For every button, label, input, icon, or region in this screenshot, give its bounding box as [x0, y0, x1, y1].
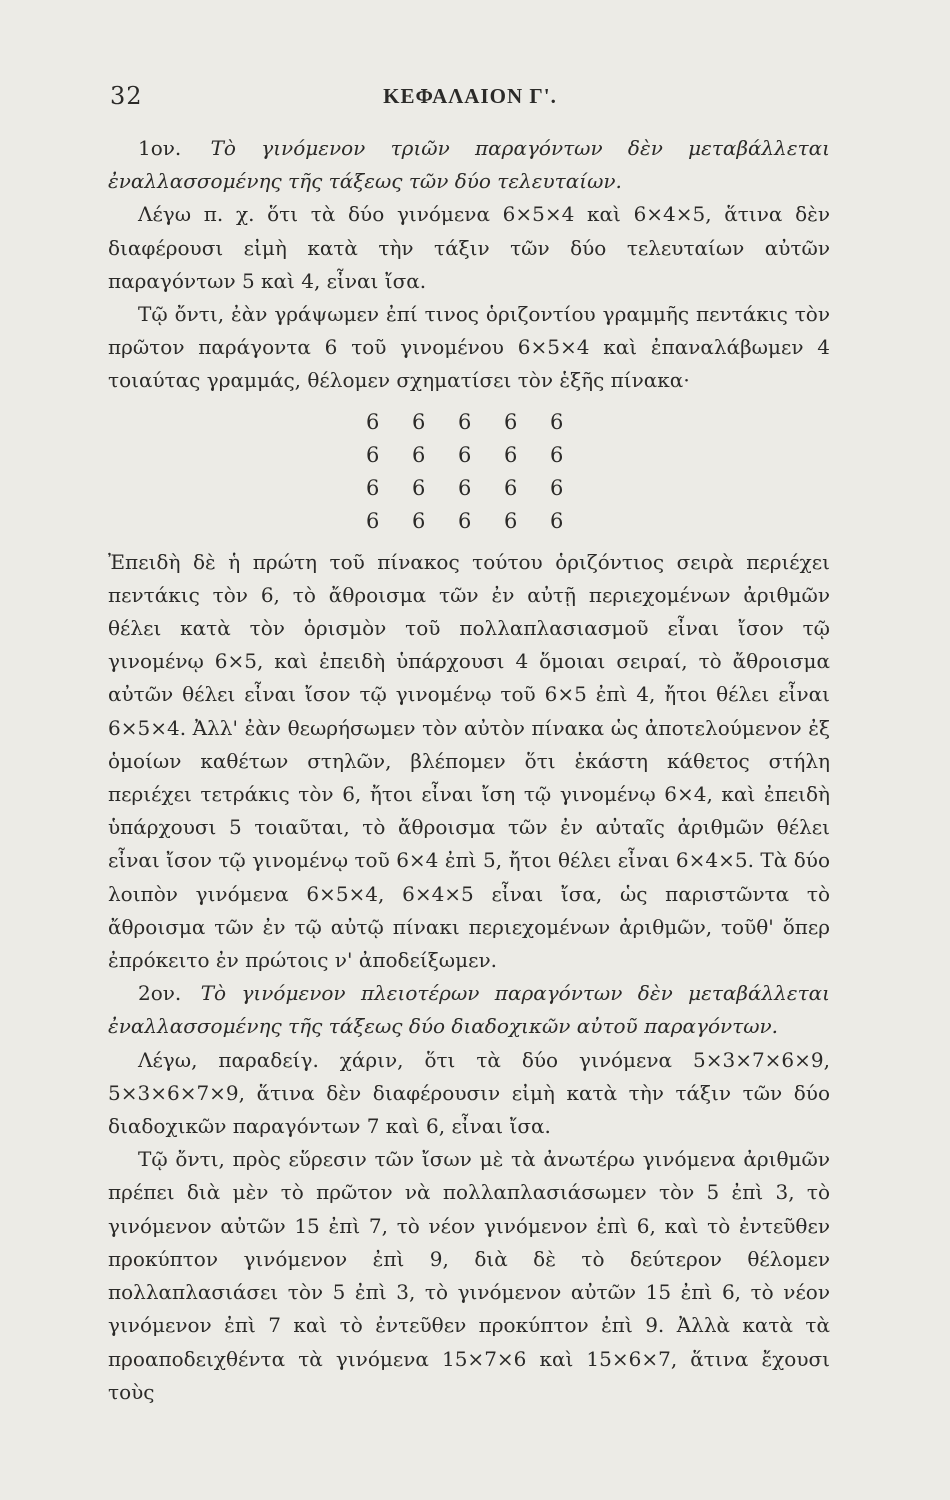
table-cell: 6: [366, 409, 380, 434]
running-head: ΚΕΦΑΛΑΙΟΝ Γ'.: [383, 84, 557, 108]
paragraph-proof-2: Τῷ ὄντι, πρὸς εὕρεσιν τῶν ἴσων μὲ τὰ ἀνωτέρω γινόμενα ἀριθμῶν πρέπει διὰ μὲν τὸ πρῶτον νὰ πολλαπλασιάσωμεν τὸν 5 ἐπὶ 3, τὸ γινόμενον αὐτῶν 15 ἐπὶ 7, τὸ νέον γινόμενον ἐπὶ 6, καὶ τὸ ἐντεῦθεν προκύπτον γινόμενον ἐπὶ 9, διὰ δὲ τὸ δεύτερον θέλομεν πολλαπλασιάσει τὸν 5 ἐπὶ 3, τὸ γινόμενον αὐτῶν 15 ἐπὶ 6, τὸ νέον γινόμενον ἐπὶ 7 καὶ τὸ ἐντεῦθεν προκύπτον ἐπὶ 9. Ἀλλὰ κατὰ τὰ προαποδειχθέντα τὰ γινόμενα 15×7×6 καὶ 15×6×7, ἅτινα ἔχουσι τοὺς: [108, 1147, 830, 1404]
theorem-1-marker: 1ον.: [138, 136, 182, 160]
table-cell: 6: [412, 442, 426, 467]
table-row: [366, 472, 596, 505]
paragraph-theorem-2: [108, 977, 830, 1043]
theorem-2-statement: Τὸ γινόμενον πλειοτέρων παραγόντων δὲν μεταβάλλεται ἐναλλασσομένης τῆς τάξεως δύο διαδοχικῶν αὐτοῦ παραγόντων.: [108, 981, 830, 1039]
theorem-1-statement: Τὸ γινόμενον τριῶν παραγόντων δὲν μεταβάλλεται ἐναλλασσομένης τῆς τάξεως τῶν δύο τελευταίων.: [108, 136, 831, 194]
paragraph-theorem-1: [108, 132, 830, 198]
table-cell: 6: [550, 475, 564, 500]
table-cell: 6: [412, 508, 426, 533]
paragraph-proof: Ἐπειδὴ δὲ ἡ πρώτη τοῦ πίνακος τούτου ὁριζόντιος σειρὰ περιέχει πεντάκις τὸν 6, τὸ ἄθροισμα τῶν ἐν αὐτῇ περιεχομένων ἀριθμῶν θέλει κατὰ τὸν ὁρισμὸν τοῦ πολλαπλασιασμοῦ εἶναι ἴσον τῷ γινομένῳ 6×5, καὶ ἐπειδὴ ὑπάρχουσι 4 ὅμοιαι σειραί, τὸ ἄθροισμα αὐτῶν θέλει εἶναι ἴσον τῷ γινομένῳ τοῦ 6×5 ἐπὶ 4, ἤτοι θέλει εἶναι 6×5×4. Ἀλλ' ἐὰν θεωρήσωμεν τὸν αὐτὸν πίνακα ὡς ἀποτελούμενον ἐξ ὁμοίων καθέτων στηλῶν, βλέπομεν ὅτι ἑκάστη κάθετος στήλη περιέχει τετράκις τὸν 6, ἤτοι εἶναι ἴση τῷ γινομένῳ 6×4, καὶ ἐπειδὴ ὑπάρχουσι 5 τοιαῦται, τὸ ἄθροισμα τῶν ἐν αὐταῖς ἀριθμῶν θέλει εἶναι ἴσον τῷ γινομένῳ τοῦ 6×4 ἐπὶ 5, ἤτοι θέλει εἶναι 6×4×5. Τὰ δύο λοιπὸν γινόμενα 6×5×4, 6×4×5 εἶναι ἴσα, ὡς παριστῶντα τὸ ἄθροισμα τῶν ἐν τῷ αὐτῷ πίνακι περιεχομένων ἀριθμῶν, τοῦθ' ὅπερ ἐπρόκειτο ἐν πρώτοις ν' ἀποδείξωμεν.: [108, 549, 830, 973]
table-cell: 6: [458, 475, 472, 500]
table-cell: 6: [366, 508, 380, 533]
paragraph-example-1: Λέγω π. χ. ὅτι τὰ δύο γινόμενα 6×5×4 καὶ 6×4×5, ἅτινα δὲν διαφέρουσι εἰμὴ κατὰ τὴν τάξιν τῶν δύο τελευταίων αὐτῶν παραγόντων 5 καὶ 4, εἶναι ἴσα.: [108, 202, 830, 293]
table-cell: 6: [504, 508, 518, 533]
theorem-2-marker: 2ον.: [138, 981, 182, 1006]
table-cell: 6: [504, 409, 518, 434]
page-header: [110, 82, 830, 118]
body-text: [108, 132, 830, 1409]
table-cell: 6: [550, 508, 564, 533]
table-cell: 6: [550, 442, 564, 467]
page-number: 32: [110, 82, 143, 110]
table-cell: 6: [550, 409, 564, 434]
number-table: [366, 406, 596, 538]
table-cell: 6: [412, 475, 426, 500]
table-row: [366, 439, 596, 472]
paragraph-proof-setup: Τῷ ὄντι, ἐὰν γράψωμεν ἐπί τινος ὁριζοντίου γραμμῆς πεντάκις τὸν πρῶτον παράγοντα 6 τοῦ γινομένου 6×5×4 καὶ ἐπαναλάβωμεν 4 τοιαύτας γραμμάς, θέλομεν σχηματίσει τὸν ἑξῆς πίνακα·: [108, 302, 830, 393]
table-cell: 6: [504, 442, 518, 467]
table-row: [366, 406, 596, 439]
table-cell: 6: [458, 508, 472, 533]
table-cell: 6: [412, 409, 426, 434]
paragraph-example-2: Λέγω, παραδείγ. χάριν, ὅτι τὰ δύο γινόμενα 5×3×7×6×9, 5×3×6×7×9, ἅτινα δὲν διαφέρουσιν εἰμὴ κατὰ τὴν τάξιν τῶν δύο διαδοχικῶν παραγόντων 7 καὶ 6, εἶναι ἴσα.: [108, 1047, 830, 1139]
table-row: [366, 505, 596, 538]
table-cell: 6: [458, 409, 472, 434]
table-cell: 6: [366, 442, 380, 467]
table-cell: 6: [504, 475, 518, 500]
table-cell: 6: [366, 475, 380, 500]
table-cell: 6: [458, 442, 472, 467]
